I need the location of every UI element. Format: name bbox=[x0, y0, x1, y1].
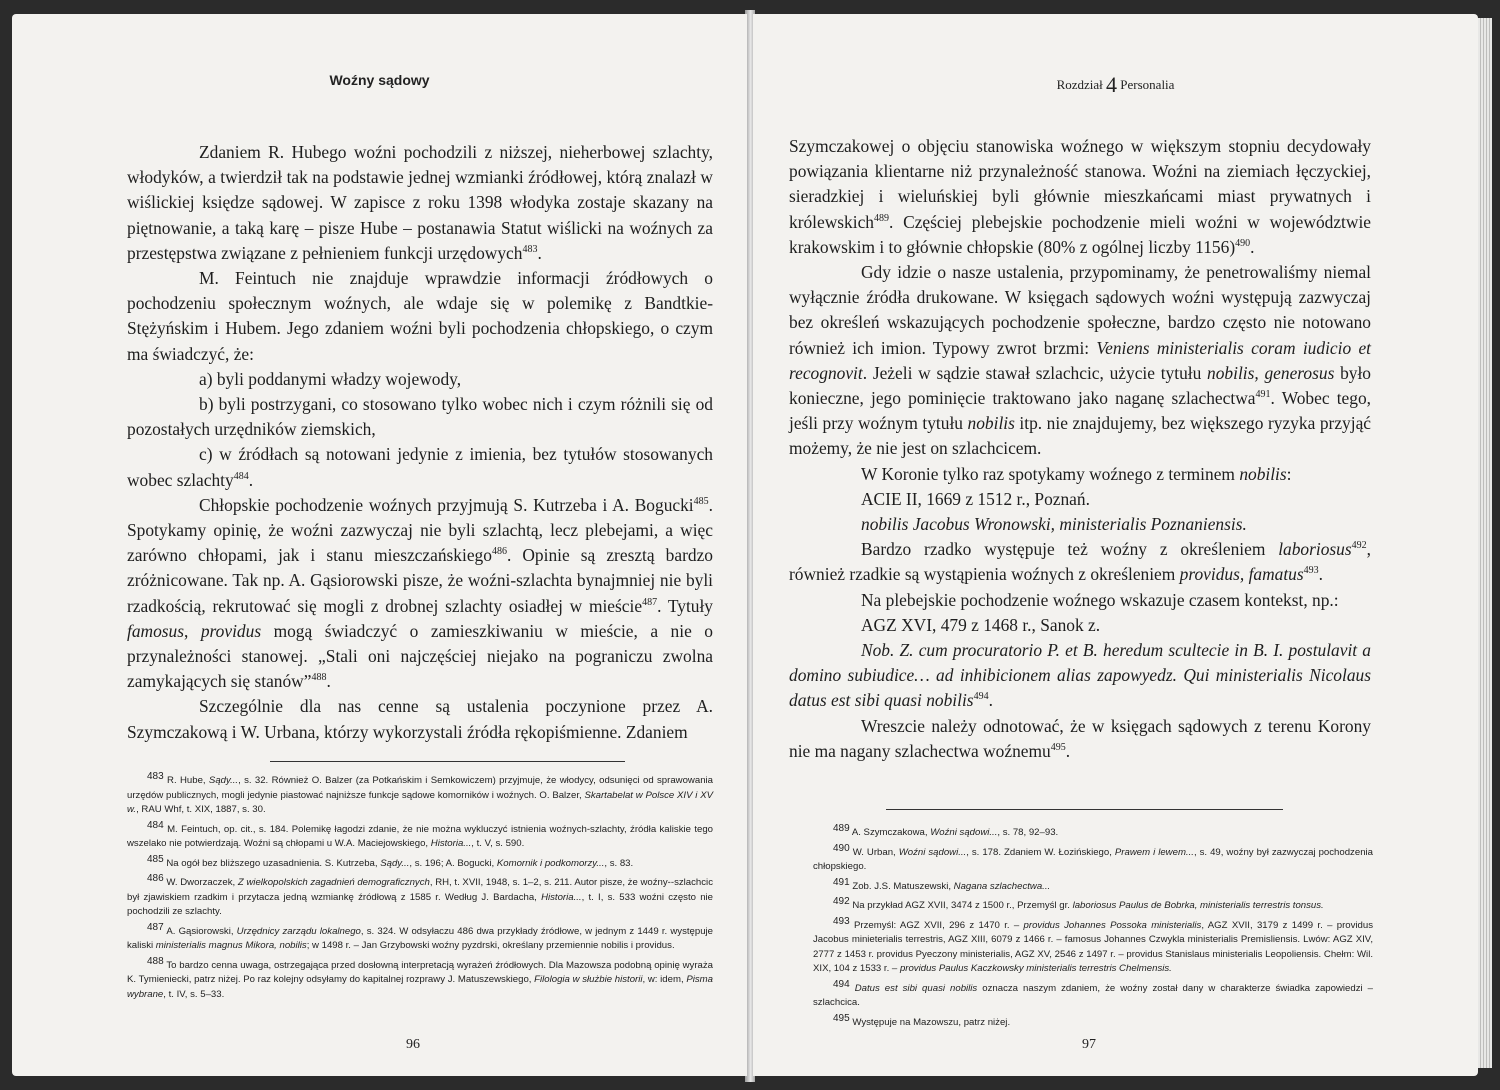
paragraph: Bardzo rzadko występuje też woźny z określeniem laboriosus$^{492}$, również rzadkie są wystąpienia woźnych z określeniem providus, famatus$^{493}$. bbox=[789, 539, 1371, 585]
paragraph: Wreszcie należy odnotować, że w księgach sądowych z terenu Korony nie ma nagany szlachectwa woźnemu$^{495}$. bbox=[789, 715, 1371, 761]
paragraph: Na plebejskie pochodzenie woźnego wskazuje czasem kontekst, np.: bbox=[861, 589, 1339, 610]
page-number: 96 bbox=[406, 1037, 420, 1052]
footnote-ref: 488 bbox=[311, 672, 327, 684]
paragraph: Chłopskie pochodzenie woźnych przyjmują S. Kutrzeba i A. Bogucki$^{485}$. Spotykamy opinię, że woźni zazwyczaj nie byli szlachtą, lecz plebejami, a więc zarówno chłopami, jak i stanu mieszczańskiego$^{486}$. Opinie są zresztą bardzo zróżnicowane. Tak np. A. Gąsiorowski pisze, że woźni-szlachta bynajmniej nie byli rzadkością, rekrutować się mogli z drobnej szlachty osiadłej w mieście$^{487}$. Tytuły famosus, providus mogą świadczyć o zamieszkiwaniu w mieście, a nie o przynależności stanowej. „Stali oni najczęściej niejako na pograniczu zwolna zamykających się stanów”$^{488}$. bbox=[127, 494, 713, 692]
page-edges bbox=[1478, 18, 1492, 1068]
left-body-text bbox=[127, 140, 713, 745]
footnote-ref: 493 bbox=[1303, 565, 1319, 577]
footnote: $^{483}$ R. Hube, Sądy..., s. 32. Również O. Balzer (za Potkańskim i Semkowiczem) przyjmuje, że włodycy, odsunięci od sprawowania urzędów publicznych, mogli jedynie piastować najniższe funkcje sądowe komorników i woźnych. O. Balzer, Skartabelat w Polsce XIV i XV w., RAU Whf, t. XIX, 1887, s. 30. bbox=[127, 770, 713, 815]
paragraph: Szczególnie dla nas cenne są ustalenia poczynione przez A. Szymczakową i W. Urbana, którzy wykorzystali źródła rękopiśmienne. Zdaniem bbox=[127, 696, 713, 742]
footnote-ref: 487 bbox=[642, 596, 658, 608]
left-page bbox=[12, 14, 747, 1076]
source-line: AGZ XVI, 479 z 1468 r., Sanok z. bbox=[861, 614, 1101, 635]
right-body-text bbox=[789, 134, 1371, 764]
quote: nobilis Jacobus Wronowski, ministerialis Poznaniensis. bbox=[861, 514, 1247, 535]
paragraph: Zdaniem R. Hubego woźni pochodzili z niższej, nieherbowej szlachty, włodyków, a twierdził tak na podstawie jednej wzmianki źródłowej, którą znalazł w wiślickiej księdze sądowej. W zapisce z roku 1398 włodyka zostaje skazany na piętnowanie, a taką karę – pisze Hube – postanawia Statut wiślicki na woźnych za przestępstwa związane z pełnieniem funkcji urzędowych$^{483}$. bbox=[127, 142, 713, 263]
footnote: $^{493}$ Przemyśl: AGZ XVII, 296 z 1470 r. – providus Johannes Possoka ministerialis, AGZ XVII, 3179 z 1499 r. – providus Jacobus minieterialis terrestris, AGZ XIII, 6079 z 1466 r. – famosus Johannes Czwykla ministerialis Premisliensis. Lwów: AGZ XIV, 2777 z 1453 r. providus Pyeczony ministerialis, AGZ XV, 2546 z 1497 r. – providus Stanislaus ministerialis Leopoliensis. Chełm: Wil. XIX, 104 z 1533 r. – providus Paulus Kaczkowsky ministerialis terrestris Chelmensis. bbox=[813, 915, 1373, 974]
left-running-header: Woźny sądowy bbox=[329, 72, 430, 88]
footnote-ref: 484 bbox=[233, 470, 249, 482]
left-footnotes bbox=[127, 770, 714, 1007]
right-running-header: Rozdział 4 Personalia bbox=[1056, 72, 1175, 97]
footnote: $^{487}$ A. Gąsiorowski, Urzędnicy zarządu lokalnego, s. 324. W odsyłaczu 486 dwa przykłady źródłowe, w jednym z 1449 r. występuje kaliski ministerialis magnus Mikora, nobilis; w 1498 r. – Jan Grzybowski woźny pyzdrski, określany przemiennie nobilis i providus. bbox=[127, 921, 714, 951]
footnote-ref: 485 bbox=[693, 496, 709, 508]
footnote: $^{488}$ To bardzo cenna uwaga, ostrzegająca przed dosłowną interpretacją wyrażeń źródłowych. Dla Mazowsza podobną opinię wyraża K. Tymieniecki, patrz niżej. Po raz kolejny odsyłamy do kapitalnej rozprawy J. Matuszewskiego, Filologia w służbie historii, w: idem, Pisma wybrane, t. IV, s. 5–33. bbox=[127, 955, 714, 1000]
footnote: $^{491}$ Zob. J.S. Matuszewski, Nagana szlachectwa... bbox=[833, 876, 1051, 892]
chapter-number: 4 bbox=[1106, 72, 1118, 97]
list-item: a) byli poddanymi władzy wojewody, bbox=[199, 368, 462, 389]
list-item: b) byli postrzygani, co stosowano tylko wobec nich i czym różnili się od pozostałych urzędników ziemskich, bbox=[127, 394, 713, 440]
paragraph: Gdy idzie o nasze ustalenia, przypominamy, że penetrowaliśmy niemal wyłącznie źródła drukowane. W księgach sądowych woźni występują zazwyczaj bez określeń wskazujących pochodzenie społeczne, bardzo często nie notowano również ich imion. Typowy zwrot brzmi: Veniens ministerialis coram iudicio et recognovit. Jeżeli w sądzie stawał szlachcic, użycie tytułu nobilis, generosus było konieczne, jego pominięcie traktowano jako naganę szlachectwa$^{491}$. Wobec tego, jeśli przy woźnym tytułu nobilis itp. nie znajdujemy, bez większego ryzyka przyjąć możemy, że nie jest on szlachcicem. bbox=[789, 262, 1372, 459]
footnote-ref: 486 bbox=[491, 546, 507, 558]
page-number: 97 bbox=[1082, 1037, 1096, 1052]
footnote: $^{484}$ M. Feintuch, op. cit., s. 184. Polemikę łagodzi zdanie, że nie można wykluczyć istnienia woźnych-szlachty, źródła kaliskie tego wszelako nie potwierdzają. Woźni są chłopami u W.A. Maciejowskiego, Historia..., t. V, s. 590. bbox=[127, 819, 713, 849]
footnote-ref: 489 bbox=[874, 212, 890, 224]
footnote-ref: 490 bbox=[1235, 238, 1251, 250]
footnote-separator bbox=[886, 809, 1283, 810]
list-item: c) w źródłach są notowani jedynie z imienia, bez tytułów stosowanych wobec szlachty$^{484}$. bbox=[127, 444, 713, 490]
footnote: $^{486}$ W. Dworzaczek, Z wielkopolskich zagadnień demograficznych, RH, t. XVII, 1948, s. 1–2, s. 211. Autor pisze, że woźny--szlachcic był zjawiskiem rzadkim i przytacza jedną wzmiankę źródłową z 1585 r. Według J. Bardacha, Historia..., t. I, s. 533 woźni często nie pochodzili ze szlachty. bbox=[127, 872, 713, 917]
footnote-ref: 491 bbox=[1255, 389, 1271, 401]
source-line: ACIE II, 1669 z 1512 r., Poznań. bbox=[861, 488, 1090, 509]
footnote: $^{495}$ Występuje na Mazowszu, patrz niżej. bbox=[833, 1012, 1011, 1028]
footnote: $^{489}$ A. Szymczakowa, Woźni sądowi..., s. 78, 92–93. bbox=[833, 822, 1059, 838]
paragraph: Szymczakowej o objęciu stanowiska woźnego w większym stopniu decydowały powiązania klientarne niż przynależność stanowa. Woźni na ziemiach łęczyckiej, sieradzkiej i wieluńskiej byli głównie mieszkańcami miast prywatnych i królewskich$^{489}$. Częściej plebejskie pochodzenie mieli woźni w województwie krakowskim i to głównie chłopskie (80% z ogólnej liczby 1156)$^{490}$. bbox=[789, 136, 1371, 257]
right-footnotes bbox=[813, 822, 1373, 1035]
footnote: $^{494}$ Datus est sibi quasi nobilis oznacza naszym zdaniem, że woźny został dany w charakterze świadka zapowiedzi – szlachcica. bbox=[813, 978, 1373, 1008]
footnote: $^{485}$ Na ogół bez bliższego uzasadnienia. S. Kutrzeba, Sądy..., s. 196; A. Bogucki, Komornik i podkomorzy..., s. 83. bbox=[147, 853, 634, 869]
footnote-ref: 492 bbox=[1351, 540, 1367, 552]
footnote: $^{490}$ W. Urban, Woźni sądowi..., s. 178. Zdaniem W. Łozińskiego, Prawem i lewem..., s. 49, woźny był zazwyczaj pochodzenia chłopskiego. bbox=[813, 842, 1373, 872]
footnote: $^{492}$ Na przykład AGZ XVII, 3474 z 1500 r., Przemyśl gr. laboriosus Paulus de Bobrka, ministerialis terrestris tonsus. bbox=[833, 895, 1324, 911]
footnote-ref: 495 bbox=[1050, 742, 1066, 754]
footnote-ref: 483 bbox=[522, 244, 538, 256]
footnote-separator bbox=[270, 761, 625, 762]
paragraph: W Koronie tylko raz spotykamy woźnego z terminem nobilis: bbox=[861, 463, 1292, 484]
right-page bbox=[753, 14, 1478, 1076]
quote: Nob. Z. cum procuratorio P. et B. heredum scultecie in B. I. postulavit a domino subiudice… ad inhibicionem alias zapowyedz. Qui ministerialis Nicolaus datus est sibi quasi nobilis$^{494}$. bbox=[789, 640, 1371, 711]
paragraph: M. Feintuch nie znajduje wprawdzie informacji źródłowych o pochodzeniu społecznym woźnych, ale wdaje się w polemikę z Bandtkie-Stężyńskim i Hubem. Jego zdaniem woźni byli pochodzenia chłopskiego, o czym ma świadczyć, że: bbox=[127, 268, 713, 364]
footnote-ref: 494 bbox=[973, 691, 989, 703]
